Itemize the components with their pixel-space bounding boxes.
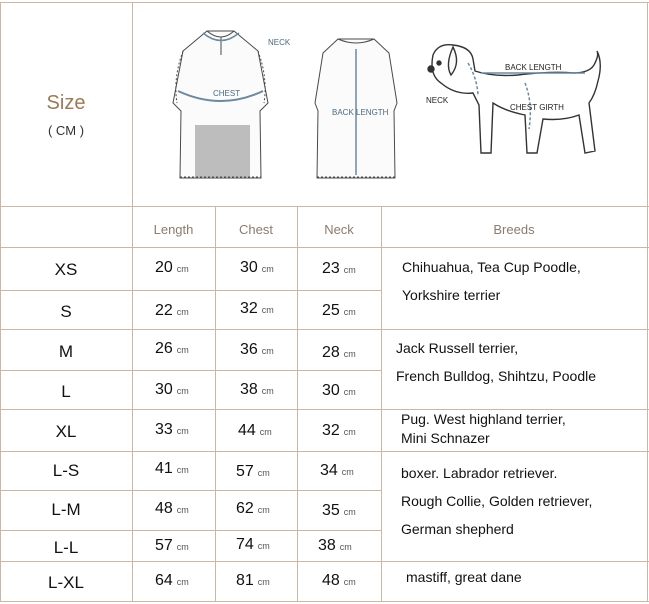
chest-number: 57 — [236, 463, 254, 480]
length-number: 41 — [155, 460, 173, 477]
length-number: 30 — [155, 381, 173, 398]
neck-number: 48 — [322, 572, 340, 589]
grid-line — [0, 290, 381, 291]
length-value — [155, 537, 189, 555]
grid-line — [647, 2, 648, 601]
unit-label: cm — [176, 542, 189, 552]
grid-line — [0, 490, 381, 491]
grid-line — [297, 206, 298, 601]
neck-value — [322, 422, 356, 440]
chest-value — [240, 259, 274, 277]
unit-label: cm — [176, 505, 189, 515]
breed-text: Mini Schnazer — [401, 430, 490, 446]
breed-text: Yorkshire terrier — [402, 287, 501, 303]
neck-value — [322, 502, 356, 520]
grid-line — [0, 601, 649, 602]
neck-number: 23 — [322, 260, 340, 277]
length-value — [155, 259, 189, 277]
grid-line — [215, 206, 216, 601]
neck-value — [322, 302, 356, 320]
length-value — [155, 572, 189, 590]
unit-label: cm — [261, 264, 274, 274]
size-label: L-L — [53, 538, 79, 557]
size-label: XS — [54, 260, 78, 279]
breed-text: German shepherd — [401, 521, 514, 537]
chest-number: 74 — [236, 536, 254, 553]
dog-icon — [428, 45, 600, 153]
length-number: 33 — [155, 421, 173, 438]
dog-neck-label: NECK — [426, 96, 449, 105]
size-label: XL — [55, 422, 77, 441]
breed-text: Pug. West highland terrier, — [401, 411, 566, 427]
chest-number: 36 — [240, 341, 258, 358]
chest-value — [240, 300, 274, 318]
length-value — [155, 340, 189, 358]
unit-label: cm — [343, 427, 356, 437]
grid-line — [0, 206, 649, 207]
chest-number: 81 — [236, 572, 254, 589]
unit-label: cm — [343, 507, 356, 517]
neck-number: 25 — [322, 302, 340, 319]
unit-label: cm — [261, 305, 274, 315]
chest-value — [238, 422, 272, 440]
chest-number: 38 — [240, 381, 258, 398]
breed-text: Rough Collie, Golden retriever, — [401, 493, 593, 509]
unit-label: cm — [343, 387, 356, 397]
grid-line — [0, 530, 381, 531]
size-title: Size — [46, 92, 86, 114]
neck-number: 30 — [322, 382, 340, 399]
column-header-length: Length — [153, 222, 194, 237]
column-header-neck: Neck — [324, 222, 354, 237]
dog-chest-girth-label: CHEST GIRTH — [510, 103, 564, 112]
unit-label: cm — [257, 541, 270, 551]
length-number: 20 — [155, 259, 173, 276]
neck-value — [320, 462, 354, 480]
size-label: L-XL — [48, 573, 84, 592]
unit-label: cm — [176, 577, 189, 587]
neck-value — [322, 572, 356, 590]
neck-value — [322, 344, 356, 362]
unit-label: cm — [257, 505, 270, 515]
neck-value — [322, 260, 356, 278]
measurement-diagram — [133, 3, 647, 205]
chest-value — [236, 572, 270, 590]
length-value — [155, 500, 189, 518]
chest-value — [236, 463, 270, 481]
length-number: 48 — [155, 500, 173, 517]
grid-line — [381, 206, 382, 601]
neck-number: 35 — [322, 502, 340, 519]
length-number: 26 — [155, 340, 173, 357]
unit-label: cm — [343, 307, 356, 317]
grid-line — [0, 451, 649, 452]
chest-number: 62 — [236, 500, 254, 517]
neck-number: 32 — [322, 422, 340, 439]
breed-text: mastiff, great dane — [406, 569, 522, 585]
unit-label: cm — [176, 386, 189, 396]
unit-label: cm — [259, 427, 272, 437]
unit-label: cm — [343, 265, 356, 275]
grid-line — [0, 409, 649, 410]
breed-text: boxer. Labrador retriever. — [401, 465, 558, 481]
column-header-chest: Chest — [239, 222, 273, 237]
breed-text: French Bulldog, Shihtzu, Poodle — [396, 368, 597, 384]
length-number: 57 — [155, 537, 173, 554]
grid-line — [0, 329, 649, 330]
back-length-label: BACK LENGTH — [332, 108, 389, 117]
chest-label: CHEST — [213, 89, 241, 98]
length-value — [155, 381, 189, 399]
unit-label: cm — [343, 577, 356, 587]
shirt-front-icon — [173, 31, 268, 178]
unit-label: cm — [257, 577, 270, 587]
unit-label: cm — [343, 349, 356, 359]
chest-value — [236, 536, 270, 554]
breed-text: Chihuahua, Tea Cup Poodle, — [402, 259, 581, 275]
size-unit: ( CM ) — [47, 123, 85, 138]
dog-back-length-label: BACK LENGTH — [505, 63, 562, 72]
chest-number: 32 — [240, 300, 258, 317]
chest-value — [236, 500, 270, 518]
unit-label: cm — [257, 468, 270, 478]
neck-value — [318, 537, 352, 555]
size-label: L — [61, 382, 71, 401]
unit-label: cm — [339, 542, 352, 552]
chest-number: 30 — [240, 259, 258, 276]
grid-line — [0, 370, 381, 371]
unit-label: cm — [341, 467, 354, 477]
unit-label: cm — [261, 346, 274, 356]
length-number: 22 — [155, 302, 173, 319]
breed-text: Jack Russell terrier, — [396, 340, 519, 356]
length-value — [155, 302, 189, 320]
size-label: L-S — [52, 461, 80, 480]
length-number: 64 — [155, 572, 173, 589]
unit-label: cm — [176, 307, 189, 317]
neck-label: NECK — [268, 38, 291, 47]
neck-value — [322, 382, 356, 400]
chest-value — [240, 341, 274, 359]
length-value — [155, 421, 189, 439]
neck-number: 38 — [318, 537, 336, 554]
unit-label: cm — [261, 386, 274, 396]
size-label: L-M — [51, 500, 81, 519]
chest-number: 44 — [238, 422, 256, 439]
neck-number: 28 — [322, 344, 340, 361]
column-header-breeds: Breeds — [493, 222, 535, 237]
grid-line — [0, 561, 649, 562]
size-label: S — [60, 302, 72, 321]
length-value — [155, 460, 189, 478]
unit-label: cm — [176, 264, 189, 274]
chest-value — [240, 381, 274, 399]
unit-label: cm — [176, 345, 189, 355]
size-label: M — [58, 342, 74, 361]
unit-label: cm — [176, 465, 189, 475]
unit-label: cm — [176, 426, 189, 436]
grid-line — [0, 247, 649, 248]
neck-number: 34 — [320, 462, 338, 479]
